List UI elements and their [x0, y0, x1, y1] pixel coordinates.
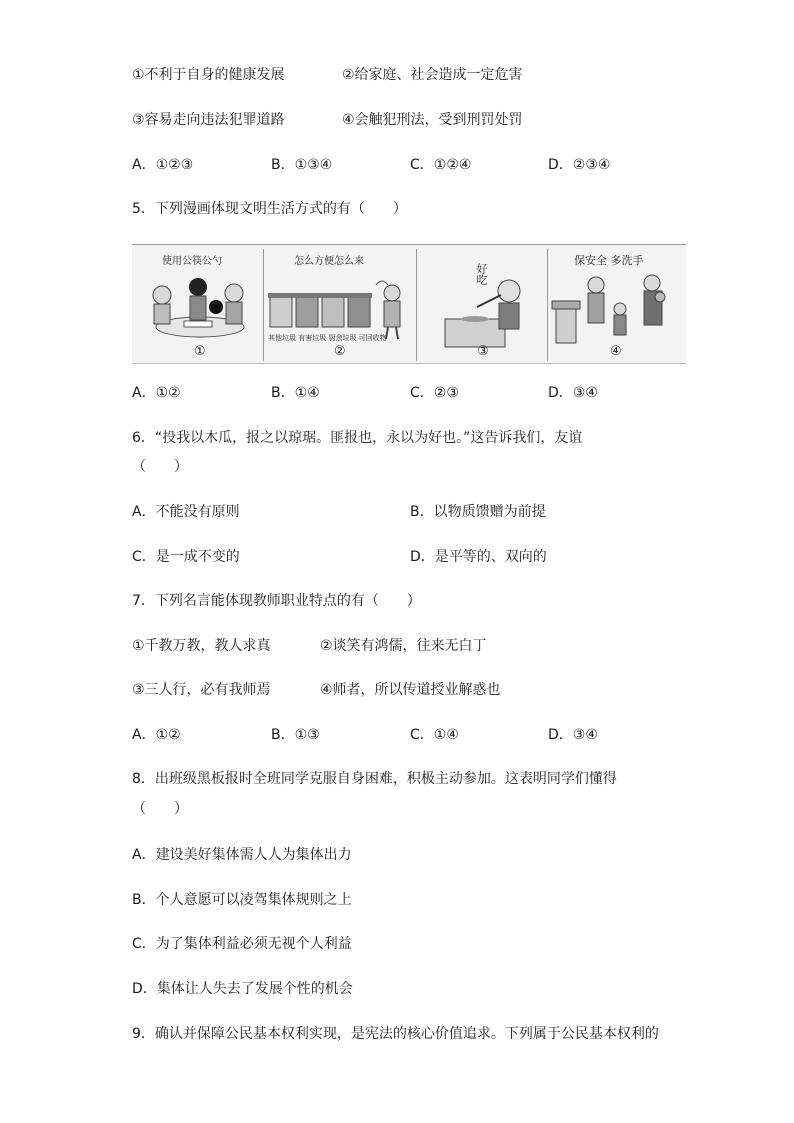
q6-option-b[interactable]: B．以物质馈赠为前提 [410, 504, 546, 520]
q4-option-d[interactable]: D．②③④ [548, 157, 611, 173]
q7-item-4: ④师者，所以传道授业解惑也 [320, 682, 501, 698]
panel2-bin-labels: 其他垃圾 有害垃圾 厨余垃圾 可回收物 [268, 334, 387, 342]
comic-panel-2 [263, 249, 416, 361]
panel2-caption: 怎么方便怎么来 [294, 256, 364, 267]
q5-comic-strip [132, 244, 686, 364]
q6-stem-blank: （ ） [132, 459, 188, 475]
q5-option-b[interactable]: B．①④ [271, 385, 320, 401]
q8-stem-blank: （ ） [132, 801, 188, 817]
eating-man-illustration [417, 267, 547, 351]
q8-option-c[interactable]: C．为了集体利益必须无视个人利益 [132, 936, 352, 952]
comic-panel-3 [416, 249, 547, 361]
q8-option-d[interactable]: D．集体让人失去了发展个性的机会 [132, 981, 353, 997]
q4-item-4: ④会触犯刑法，受到刑罚处罚 [342, 112, 523, 128]
comic-panel-4 [547, 249, 686, 361]
q4-option-c[interactable]: C．①②④ [410, 157, 472, 173]
q4-item-2: ②给家庭、社会造成一定危害 [342, 67, 523, 83]
q7-option-d[interactable]: D．③④ [548, 727, 598, 743]
q7-option-c[interactable]: C．①④ [410, 727, 459, 743]
garbage-bins-illustration [264, 267, 416, 341]
panel1-label: ① [194, 344, 206, 359]
handwashing-family-illustration [548, 267, 686, 351]
q6-option-c[interactable]: C．是一成不变的 [132, 549, 240, 565]
q7-stem: 7．下列名言能体现教师职业特点的有（ ） [132, 593, 421, 609]
q5-option-d[interactable]: D．③④ [548, 385, 598, 401]
q6-stem: 6．“投我以木瓜，报之以琼琚。匪报也，永以为好也。”这告诉我们，友谊 [132, 430, 583, 446]
q8-option-a[interactable]: A．建设美好集体需人人为集体出力 [132, 847, 352, 863]
panel3-label: ③ [477, 344, 489, 359]
q7-option-a[interactable]: A．①② [132, 727, 181, 743]
q6-option-d[interactable]: D．是平等的、双向的 [410, 549, 547, 565]
q4-option-b[interactable]: B．①③④ [271, 157, 333, 173]
q4-item-3: ③容易走向违法犯罪道路 [132, 112, 285, 128]
comic-panel-1 [136, 249, 262, 361]
panel1-caption: 使用公筷公勺 [162, 256, 222, 267]
q7-item-2: ②谈笑有鸿儒，往来无白丁 [320, 638, 487, 654]
q5-option-c[interactable]: C．②③ [410, 385, 459, 401]
panel2-label: ② [334, 344, 346, 359]
q7-item-1: ①千教万教，教人求真 [132, 638, 271, 654]
q8-option-b[interactable]: B．个人意愿可以凌驾集体规则之上 [132, 892, 352, 908]
q9-stem: 9．确认并保障公民基本权利实现，是宪法的核心价值追求。下列属于公民基本权利的 [132, 1026, 659, 1042]
panel3-caption: 好吃 [475, 263, 488, 285]
q5-option-a[interactable]: A．①② [132, 385, 181, 401]
q7-option-b[interactable]: B．①③ [271, 727, 320, 743]
q5-stem: 5．下列漫画体现文明生活方式的有（ ） [132, 201, 407, 217]
q7-item-3: ③三人行，必有我师焉 [132, 682, 271, 698]
q8-stem: 8．出班级黑板报时全班同学克服自身困难，积极主动参加。这表明同学们懂得 [132, 771, 617, 787]
q4-item-1: ①不利于自身的健康发展 [132, 67, 285, 83]
panel4-label: ④ [610, 344, 622, 359]
q4-option-a[interactable]: A．①②③ [132, 157, 194, 173]
q6-option-a[interactable]: A．不能没有原则 [132, 504, 240, 520]
dining-table-illustration [136, 265, 262, 351]
panel4-caption: 保安全 多洗手 [574, 254, 644, 267]
